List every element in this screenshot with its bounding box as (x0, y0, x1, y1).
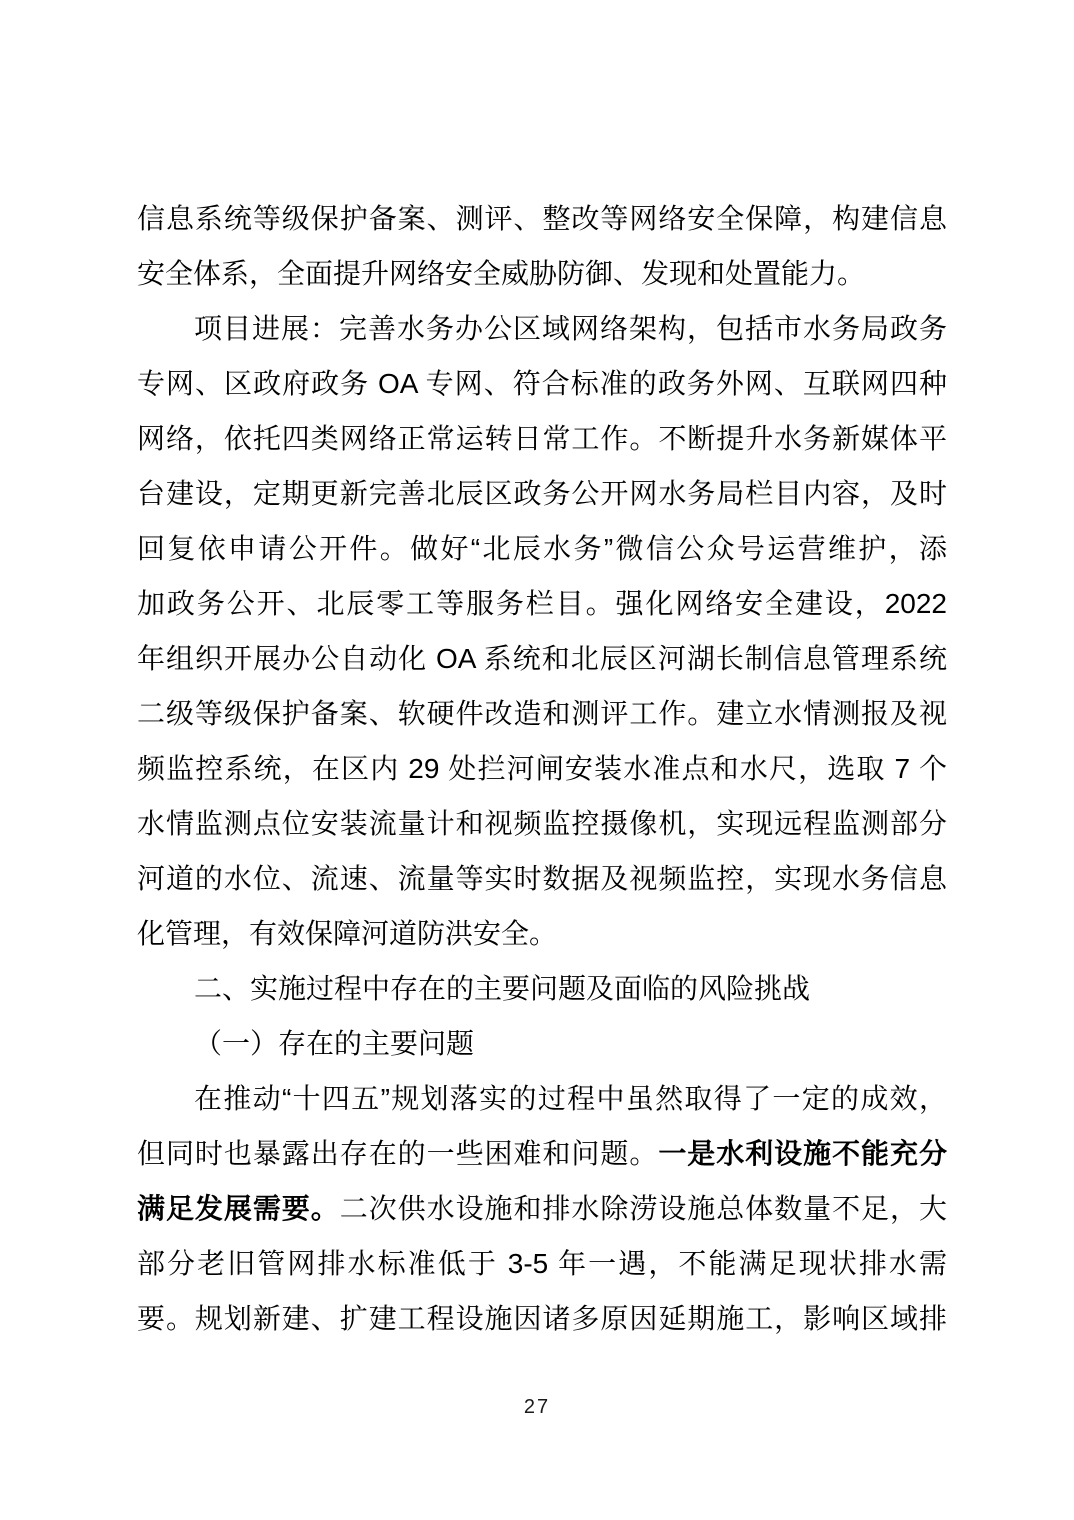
text-run: 在推动“十四五”规划落实的过程中虽然取得了一定的成效， (194, 1083, 947, 1114)
text-run: 加政务公开、北辰零工等服务栏目。强化网络安全建设，2022 (137, 588, 947, 619)
text-run: 但同时也暴露出存在的一些困难和问题。 (137, 1138, 659, 1169)
text-line (137, 191, 947, 246)
text-line (137, 906, 947, 961)
text-line (137, 521, 947, 576)
text-run: 回复依申请公开件。做好“北辰水务”微信公众号运营维护，添 (137, 533, 947, 564)
text-run: 部分老旧管网排水标准低于 3-5 年一遇，不能满足现状排水需 (137, 1248, 947, 1279)
text-run: 河道的水位、流速、流量等实时数据及视频监控，实现水务信息 (137, 863, 947, 894)
text-run: 频监控系统，在区内 29 处拦河闸安装水准点和水尺，选取 7 个 (137, 753, 947, 784)
text-line (137, 741, 947, 796)
text-run: 二、实施过程中存在的主要问题及面临的风险挑战 (194, 973, 811, 1004)
text-line (137, 1181, 947, 1236)
text-line (137, 961, 947, 1016)
bold-text-run: 满足发展需要。 (137, 1193, 340, 1224)
text-line (137, 576, 947, 631)
text-run: 专网、区政府政务 OA 专网、符合标准的政务外网、互联网四种 (137, 368, 947, 399)
text-run: 年组织开展办公自动化 OA 系统和北辰区河湖长制信息管理系统 (137, 643, 947, 674)
text-run: 台建设，定期更新完善北辰区政务公开网水务局栏目内容，及时 (137, 478, 947, 509)
text-run: 网络，依托四类网络正常运转日常工作。不断提升水务新媒体平 (137, 423, 947, 454)
text-line (137, 246, 947, 301)
text-line (137, 1236, 947, 1291)
text-line (137, 631, 947, 686)
text-line (137, 1291, 947, 1346)
page-number: 27 (523, 1396, 551, 1418)
text-line (137, 411, 947, 466)
text-run: （一）存在的主要问题 (194, 1028, 475, 1059)
text-run: 信息系统等级保护备案、测评、整改等网络安全保障，构建信息 (137, 203, 947, 234)
text-run: 项目进展：完善水务办公区域网络架构，包括市水务局政务 (194, 313, 947, 344)
text-line (137, 1126, 947, 1181)
bold-text-run: 一是水利设施不能充分 (658, 1138, 947, 1169)
text-line (137, 686, 947, 741)
text-line (137, 851, 947, 906)
text-line (137, 301, 947, 356)
text-run: 二次供水设施和排水除涝设施总体数量不足，大 (339, 1193, 947, 1224)
text-run: 二级等级保护备案、软硬件改造和测评工作。建立水情测报及视 (137, 698, 947, 729)
text-run: 水情监测点位安装流量计和视频监控摄像机，实现远程监测部分 (137, 808, 947, 839)
document-body (137, 191, 947, 1346)
text-line (137, 356, 947, 411)
text-run: 化管理，有效保障河道防洪安全。 (137, 918, 558, 949)
text-run: 安全体系，全面提升网络安全威胁防御、发现和处置能力。 (137, 258, 866, 289)
text-line (137, 1071, 947, 1126)
text-line (137, 1016, 947, 1071)
text-run: 要。规划新建、扩建工程设施因诸多原因延期施工，影响区域排 (137, 1303, 947, 1334)
text-line (137, 466, 947, 521)
text-line (137, 796, 947, 851)
